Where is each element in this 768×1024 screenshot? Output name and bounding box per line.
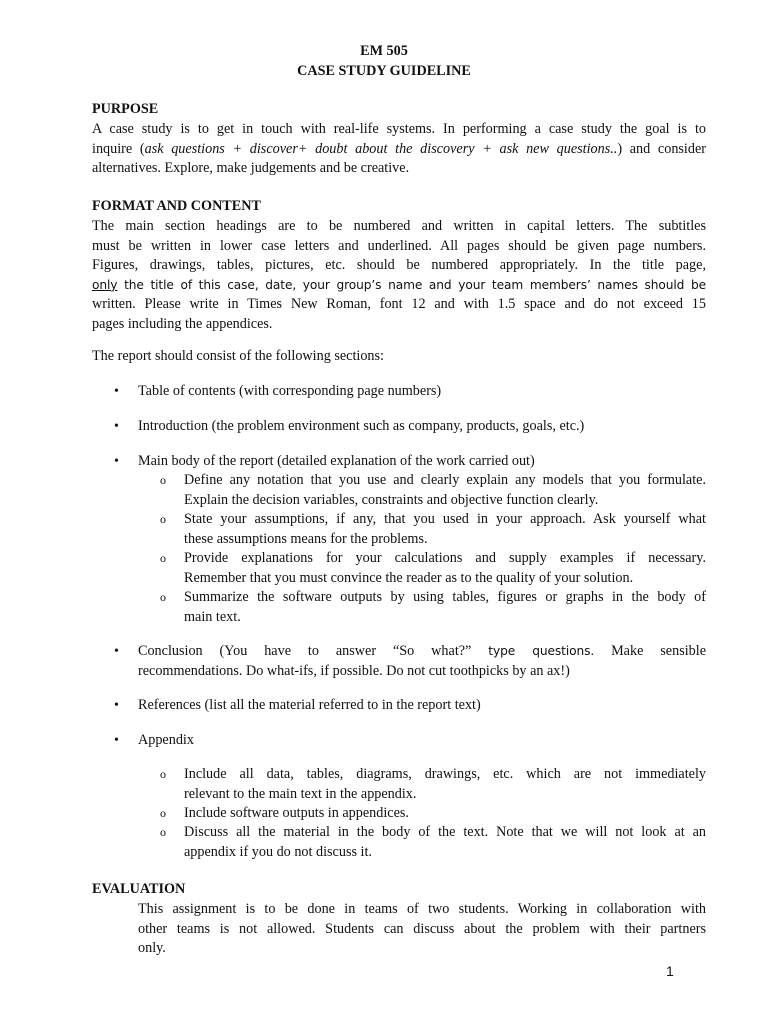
bullet-body-marker: •: [114, 454, 119, 469]
bullet-toc: Table of contents (with corresponding page numbers): [138, 383, 442, 399]
sub-item-line-2: Remember that you must convince the reader as to the quality of your solution.: [184, 569, 634, 586]
format-line-4-underlined: only: [92, 277, 118, 292]
sub-item-line-2: appendix if you do not discuss it.: [184, 843, 372, 860]
sub-item-line-2: main text.: [184, 608, 241, 625]
sub-item-notation: [184, 471, 706, 510]
bullet-introduction: Introduction (the problem environment such as company, products, goals, etc.): [138, 418, 585, 434]
purpose-line-2-post: ) and consider: [617, 140, 706, 157]
bullet-appendix-marker: •: [114, 733, 119, 748]
purpose-line-1: A case study is to get in touch with real-life systems. In performing a case study the goal is to: [92, 121, 706, 137]
format-heading: FORMAT AND CONTENT: [92, 198, 261, 214]
sub-item-software: [184, 588, 706, 627]
sub-item-line-2: Explain the decision variables, constraints and objective function clearly.: [184, 491, 599, 508]
page-number: 1: [666, 963, 674, 979]
purpose-line-3: alternatives. Explore, make judgements and be creative.: [92, 160, 410, 177]
bullet-appendix: Appendix: [138, 732, 194, 748]
sub-item-line-2: these assumptions means for the problems.: [184, 530, 428, 547]
sub-bullet-marker: o: [160, 825, 166, 839]
format-line-3: Figures, drawings, tables, pictures, etc. should be numbered appropriately. In the title page,: [92, 257, 706, 274]
sub-item-assumptions: [184, 510, 706, 549]
sub-bullet-marker: o: [160, 512, 166, 526]
sub-item-line-1: Define any notation that you use and clearly explain any models that you formulate.: [184, 472, 706, 488]
evaluation-line-2: other teams is not allowed. Students can discuss about the problem with their partners: [138, 920, 706, 937]
bullet-conclusion: [138, 642, 706, 681]
purpose-paragraph: [92, 120, 706, 179]
sub-item-line-1: Include all data, tables, diagrams, drawings, etc. which are not immediately: [184, 766, 706, 782]
sub-item-line-1: State your assumptions, if any, that you used in your approach. Ask yourself what: [184, 511, 706, 527]
bullet-main-body: Main body of the report (detailed explanation of the work carried out): [138, 453, 535, 469]
bullet-references-marker: •: [114, 698, 119, 713]
format-line-5: written. Please write in Times New Roman, font 12 and with 1.5 space and do not exceed 15: [92, 296, 706, 313]
sub-bullet-marker: o: [160, 473, 166, 487]
evaluation-line-3: only.: [138, 940, 166, 957]
purpose-line-2: [92, 140, 706, 160]
sub-item-line-1: Provide explanations for your calculations and supply examples if necessary.: [184, 550, 706, 566]
format-line-4: [92, 276, 706, 296]
purpose-heading: PURPOSE: [92, 101, 159, 117]
sub-item-line-1: Discuss all the material in the body of the text. Note that we will not look at an: [184, 824, 706, 840]
sections-intro: The report should consist of the following sections:: [92, 348, 384, 364]
evaluation-line-1: This assignment is to be done in teams of two students. Working in collaboration with: [138, 901, 706, 917]
format-line-1: The main section headings are to be numbered and written in capital letters. The subtitles: [92, 218, 706, 234]
conclusion-text-b: type questions.: [488, 644, 595, 658]
sub-item-appendix-data: [184, 765, 706, 804]
document-title: CASE STUDY GUIDELINE: [297, 63, 471, 79]
conclusion-text-c: Make sensible: [611, 643, 706, 659]
conclusion-text-a: Conclusion (You have to answer “So what?”: [138, 643, 472, 659]
evaluation-heading: EVALUATION: [92, 881, 186, 897]
sub-bullet-marker: o: [160, 590, 166, 604]
sub-item-appendix-software: [184, 804, 706, 824]
sub-bullet-marker: o: [160, 767, 166, 781]
purpose-line-2-italic: ask questions + discover+ doubt about the discovery + ask new questions..: [144, 140, 618, 157]
bullet-conclusion-marker: •: [114, 644, 119, 659]
sub-bullet-marker: o: [160, 551, 166, 565]
format-paragraph: [92, 217, 706, 335]
sub-item-calculations: [184, 549, 706, 588]
sub-item-appendix-discuss: [184, 823, 706, 862]
format-line-4-rest: the title of this case, date, your group’s name and your team members’ names should be: [117, 277, 706, 292]
format-line-6: pages including the appendices.: [92, 315, 273, 332]
evaluation-paragraph: [138, 900, 706, 959]
bullet-references: References (list all the material referred to in the report text): [138, 697, 481, 713]
bullet-intro-marker: •: [114, 419, 119, 434]
conclusion-line-1: [138, 642, 706, 662]
sub-item-line-2: relevant to the main text in the appendix.: [184, 785, 417, 802]
sub-bullet-marker: o: [160, 806, 166, 820]
purpose-line-2-pre: inquire (: [92, 140, 145, 157]
format-line-2: must be written in lower case letters and underlined. All pages should be given page numbers.: [92, 237, 706, 254]
sub-item-line-1: Include software outputs in appendices.: [184, 805, 409, 821]
bullet-toc-marker: •: [114, 384, 119, 399]
course-code: EM 505: [360, 43, 408, 59]
conclusion-line-2: recommendations. Do what-ifs, if possible. Do not cut toothpicks by an ax!): [138, 662, 570, 679]
sub-item-line-1: Summarize the software outputs by using tables, figures or graphs in the body of: [184, 589, 706, 605]
